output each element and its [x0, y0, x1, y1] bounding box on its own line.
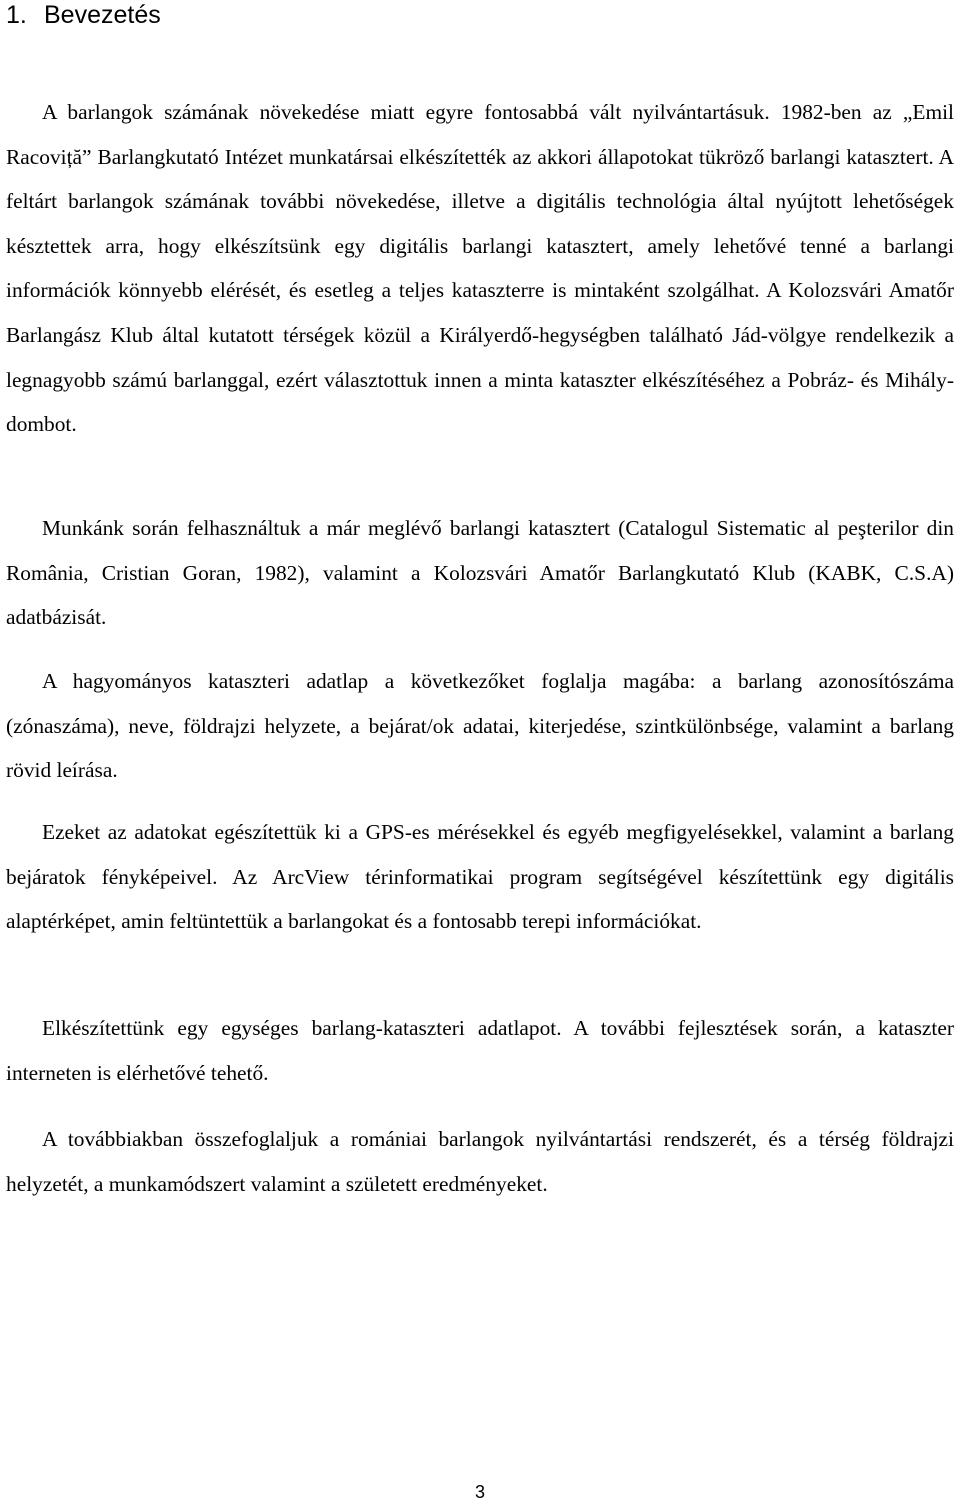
paragraph-text: Ezeket az adatokat egészítettük ki a GPS-es mérésekkel és egyéb megfigyelésekkel, valamint a barlang bejáratok fényképeivel. Az ArcView térinformatikai program segítségével készítettünk egy digitális alaptérképet, amin feltüntettük a barlangokat és a fontosabb terepi információkat. — [6, 820, 954, 934]
paragraph-text: A továbbiakban összefoglaljuk a romániai barlangok nyilvántartási rendszerét, és a térség földrajzi helyzetét, a munkamódszert valamint a született eredményeket. — [6, 1127, 954, 1196]
paragraph-unified-datasheet — [6, 1006, 954, 1095]
paragraph-text: Elkészítettünk egy egységes barlang-kataszteri adatlapot. A további fejlesztések során, a kataszter interneten is elérhetővé tehető. — [6, 1016, 954, 1085]
paragraph-datasheet — [6, 659, 954, 793]
paragraph-gps-arcview — [6, 810, 954, 944]
paragraph-intro — [6, 90, 954, 447]
section-title: Bevezetés — [44, 1, 161, 29]
paragraph-text: A barlangok számának növekedése miatt egyre fontosabbá vált nyilvántartásuk. 1982-ben az „Emil Racoviță” Barlangkutató Intézet munkatársai elkészítették az akkori állapotokat tükröző barlangi katasztert. A feltárt barlangok számának további növekedése, illetve a digitális technológia által nyújtott lehetőségek késztettek arra, hogy elkészítsünk egy digitális barlangi katasztert, amely lehetővé tenné a barlangi információk könnyebb elérését, és esetleg a teljes kataszterre is mintaként szolgálhat. A Kolozsvári Amatőr Barlangász Klub által kutatott térségek közül a Királyerdő-hegységben található Jád-völgye rendelkezik a legnagyobb számú barlanggal, ezért választottuk innen a minta kataszter elkészítéséhez a Pobráz- és Mihály-dombot. — [6, 100, 954, 437]
paragraph-summary — [6, 1117, 954, 1206]
section-heading — [6, 0, 161, 30]
paragraph-text: A hagyományos kataszteri adatlap a következőket foglalja magába: a barlang azonosítószáma (zónaszáma), neve, földrajzi helyzete, a bejárat/ok adatai, kiterjedése, szintkülönbsége, valamint a barlang rövid leírása. — [6, 669, 954, 783]
page-number: 3 — [474, 1482, 485, 1502]
paragraph-text: Munkánk során felhasználtuk a már meglévő barlangi katasztert (Catalogul Sistematic al peşterilor din România, Cristian Goran, 1982), valamint a Kolozsvári Amatőr Barlangkutató Klub (KABK, C.S.A) adatbázisát. — [6, 516, 954, 630]
paragraph-sources — [6, 506, 954, 640]
section-number: 1. — [6, 1, 27, 29]
